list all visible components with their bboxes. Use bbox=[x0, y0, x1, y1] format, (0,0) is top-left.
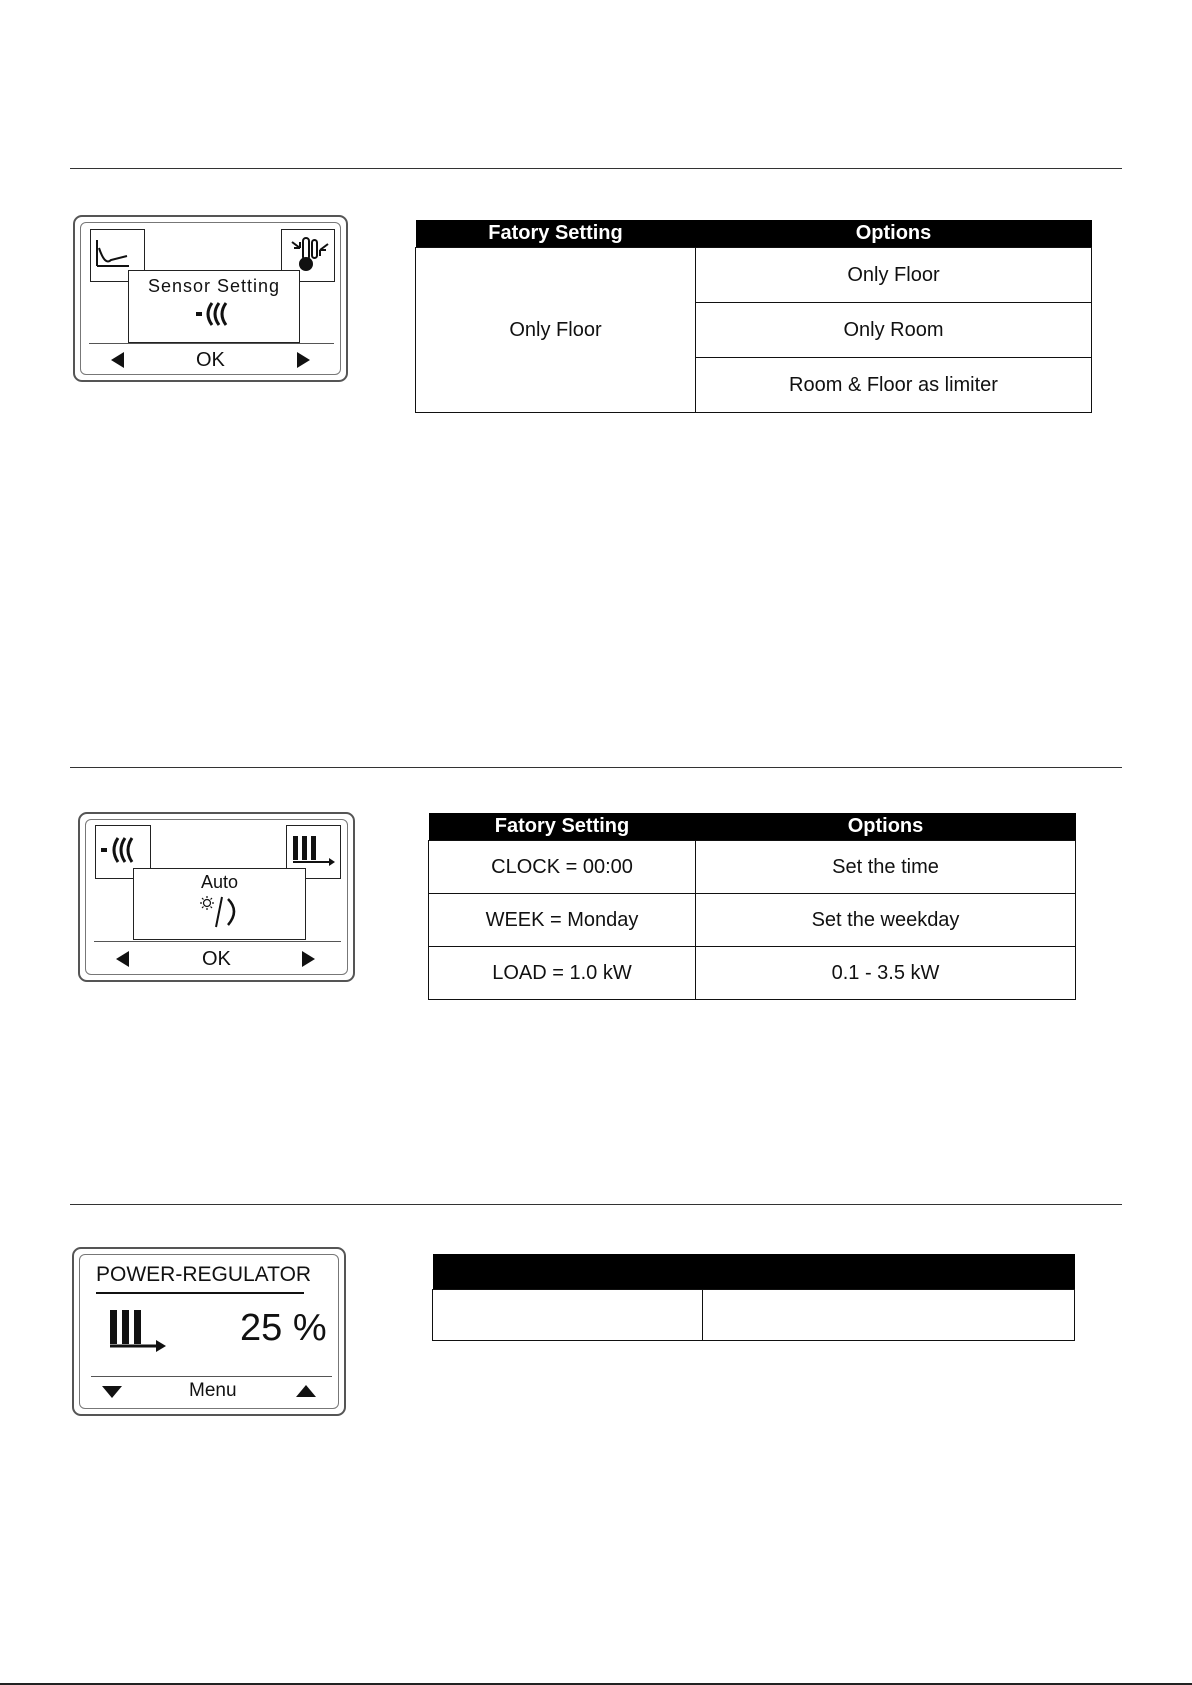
factory-cell: CLOCK = 00:00 bbox=[429, 841, 696, 894]
left-arrow-icon[interactable] bbox=[116, 951, 129, 967]
factory-cell: WEEK = Monday bbox=[429, 894, 696, 947]
sensor-options-table bbox=[415, 220, 1092, 413]
option-cell: Only Floor bbox=[696, 248, 1092, 303]
table-header-factory bbox=[433, 1254, 703, 1290]
option-cell: Set the time bbox=[696, 841, 1076, 894]
section-divider-3 bbox=[70, 1204, 1122, 1205]
sensor-setting-popup bbox=[128, 270, 300, 343]
power-regulator-display bbox=[72, 1247, 346, 1416]
auto-mode-popup bbox=[133, 868, 306, 940]
up-arrow-icon[interactable] bbox=[296, 1385, 316, 1397]
title-underline bbox=[96, 1292, 304, 1294]
nav-divider bbox=[89, 343, 334, 344]
option-cell: Only Room bbox=[696, 303, 1092, 358]
down-arrow-icon[interactable] bbox=[102, 1386, 122, 1398]
table-header-options bbox=[703, 1254, 1075, 1290]
auto-mode-display bbox=[78, 812, 355, 982]
table-header-options: Options bbox=[696, 220, 1092, 248]
section-divider-1 bbox=[70, 168, 1122, 169]
popup-title: Sensor Setting bbox=[147, 276, 281, 296]
table-header-factory: Fatory Setting bbox=[429, 813, 696, 841]
nav-divider bbox=[91, 1376, 332, 1377]
table-row bbox=[429, 894, 1076, 947]
option-cell: Room & Floor as limiter bbox=[696, 358, 1092, 413]
heater-bars-icon bbox=[108, 1304, 170, 1359]
section-divider-2 bbox=[70, 767, 1122, 768]
right-arrow-icon[interactable] bbox=[297, 352, 310, 368]
table-row bbox=[429, 841, 1076, 894]
sensor-setting-display bbox=[73, 215, 348, 382]
display-title: POWER-REGULATOR bbox=[96, 1263, 312, 1286]
power-value: 25 % bbox=[240, 1307, 327, 1349]
option-cell: 0.1 - 3.5 kW bbox=[696, 947, 1076, 1000]
table-header-options: Options bbox=[696, 813, 1076, 841]
factory-value: Only Floor bbox=[416, 248, 696, 413]
right-arrow-icon[interactable] bbox=[302, 951, 315, 967]
left-arrow-icon[interactable] bbox=[111, 352, 124, 368]
ok-button[interactable]: OK bbox=[196, 349, 225, 371]
menu-button[interactable]: Menu bbox=[189, 1380, 237, 1401]
power-options-table bbox=[432, 1254, 1075, 1341]
table-row bbox=[429, 947, 1076, 1000]
factory-cell bbox=[433, 1290, 703, 1341]
table-row bbox=[433, 1290, 1075, 1341]
clock-options-table bbox=[428, 813, 1076, 1000]
option-cell bbox=[703, 1290, 1075, 1341]
table-header-factory: Fatory Setting bbox=[416, 220, 696, 248]
factory-cell: LOAD = 1.0 kW bbox=[429, 947, 696, 1000]
signal-waves-icon bbox=[129, 299, 299, 334]
nav-divider bbox=[94, 941, 341, 942]
ok-button[interactable]: OK bbox=[202, 948, 231, 970]
popup-title: Auto bbox=[200, 872, 239, 892]
option-cell: Set the weekday bbox=[696, 894, 1076, 947]
sun-moon-icon bbox=[134, 893, 305, 936]
